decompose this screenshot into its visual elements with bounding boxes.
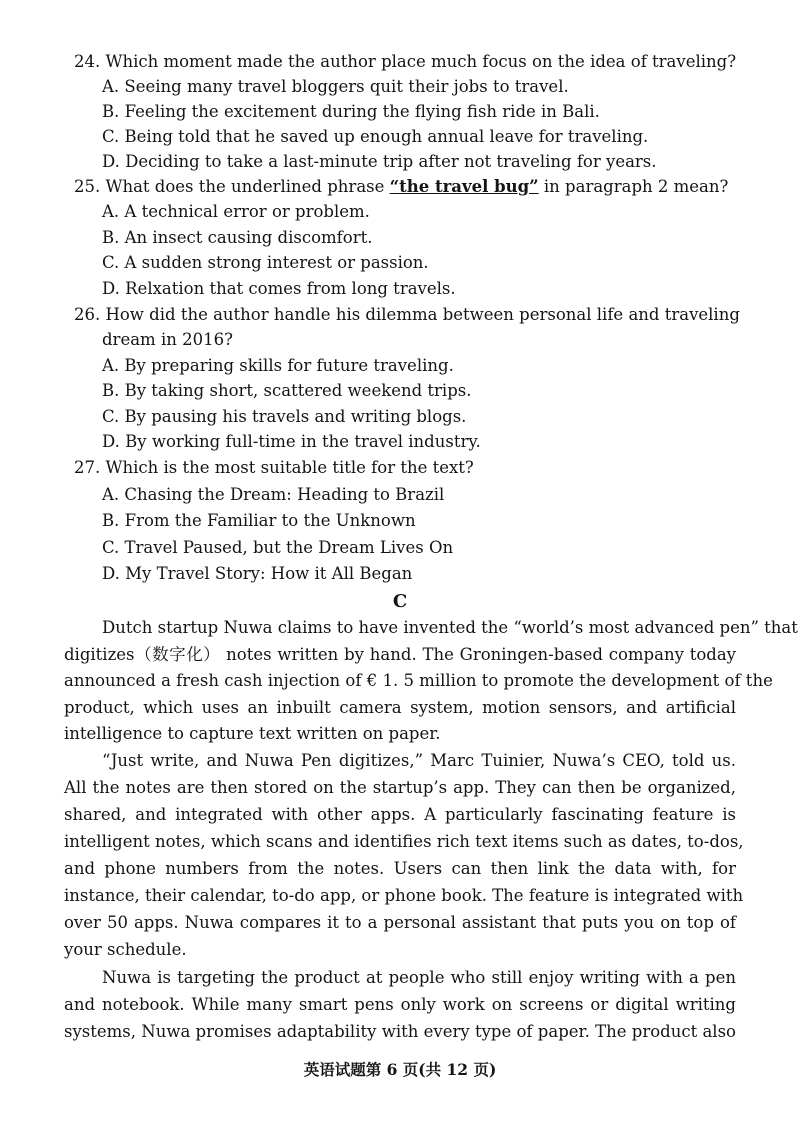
passage-line: announced a fresh cash injection of € 1. 5 million to promote the development of the [64, 671, 773, 690]
page-footer: 英语试题第 6 页(共 12 页) [303, 1060, 497, 1079]
passage-line: “Just write, and Nuwa Pen digitizes,” Marc Tuinier, Nuwa’s CEO, told us. [102, 751, 736, 770]
passage-line: and notebook. While many smart pens only work on screens or digital writing [64, 995, 736, 1014]
question-25-stem-after: in paragraph 2 mean? [538, 177, 729, 196]
passage-line: and phone numbers from the notes. Users can then link the data with, for [64, 859, 736, 878]
question-24-option-d: D. Deciding to take a last-minute trip after not traveling for years. [102, 152, 657, 171]
passage-line: over 50 apps. Nuwa compares it to a personal assistant that puts you on top of [64, 913, 736, 932]
question-26-option-a: A. By preparing skills for future traveling. [102, 356, 454, 375]
question-26-option-b: B. By taking short, scattered weekend trips. [102, 381, 472, 400]
question-25-stem [74, 177, 728, 197]
question-25-option-c: C. A sudden strong interest or passion. [102, 253, 429, 272]
question-25-option-d: D. Relxation that comes from long travels. [102, 279, 456, 298]
passage-line: Nuwa is targeting the product at people who still enjoy writing with a pen [102, 968, 736, 987]
passage-line: instance, their calendar, to-do app, or phone book. The feature is integrated with [64, 886, 744, 905]
question-24-stem: 24. Which moment made the author place much focus on the idea of traveling? [74, 52, 737, 71]
question-26-option-d: D. By working full-time in the travel industry. [102, 432, 481, 451]
passage-line: product, which uses an inbuilt camera system, motion sensors, and artificial [64, 698, 736, 717]
question-24-option-c: C. Being told that he saved up enough annual leave for traveling. [102, 127, 649, 146]
question-25-option-b: B. An insect causing discomfort. [102, 228, 373, 247]
passage-line: shared, and integrated with other apps. A particularly fascinating feature is [64, 805, 736, 824]
question-24-option-b: B. Feeling the excitement during the flying fish ride in Bali. [102, 102, 600, 121]
passage-line: intelligence to capture text written on paper. [64, 724, 441, 743]
passage-line: All the notes are then stored on the startup’s app. They can then be organized, [64, 778, 736, 797]
passage-line: your schedule. [64, 940, 187, 959]
underlined-phrase: “the travel bug” [389, 177, 539, 196]
question-27-option-d: D. My Travel Story: How it All Began [102, 564, 413, 583]
passage-line: systems, Nuwa promises adaptability with every type of paper. The product also [64, 1022, 736, 1041]
passage-line: intelligent notes, which scans and identifies rich text items such as dates, to-dos, [64, 832, 744, 851]
passage-line: digitizes（数字化） notes written by hand. The Groningen-based company today [64, 645, 736, 664]
question-27-option-b: B. From the Familiar to the Unknown [102, 511, 416, 530]
passage-line: Dutch startup Nuwa claims to have invented the “world’s most advanced pen” that [102, 618, 798, 637]
question-26-stem-line1: 26. How did the author handle his dilemma between personal life and traveling [74, 305, 740, 324]
question-26-option-c: C. By pausing his travels and writing blogs. [102, 407, 467, 426]
question-25-stem-before: 25. What does the underlined phrase [74, 177, 390, 196]
question-25-option-a: A. A technical error or problem. [102, 202, 370, 221]
section-heading: C [392, 591, 408, 612]
question-27-option-a: A. Chasing the Dream: Heading to Brazil [102, 485, 445, 504]
question-27-stem: 27. Which is the most suitable title for the text? [74, 458, 474, 477]
question-26-stem-line2: dream in 2016? [102, 330, 233, 349]
question-27-option-c: C. Travel Paused, but the Dream Lives On [102, 538, 454, 557]
question-24-option-a: A. Seeing many travel bloggers quit their jobs to travel. [102, 77, 569, 96]
